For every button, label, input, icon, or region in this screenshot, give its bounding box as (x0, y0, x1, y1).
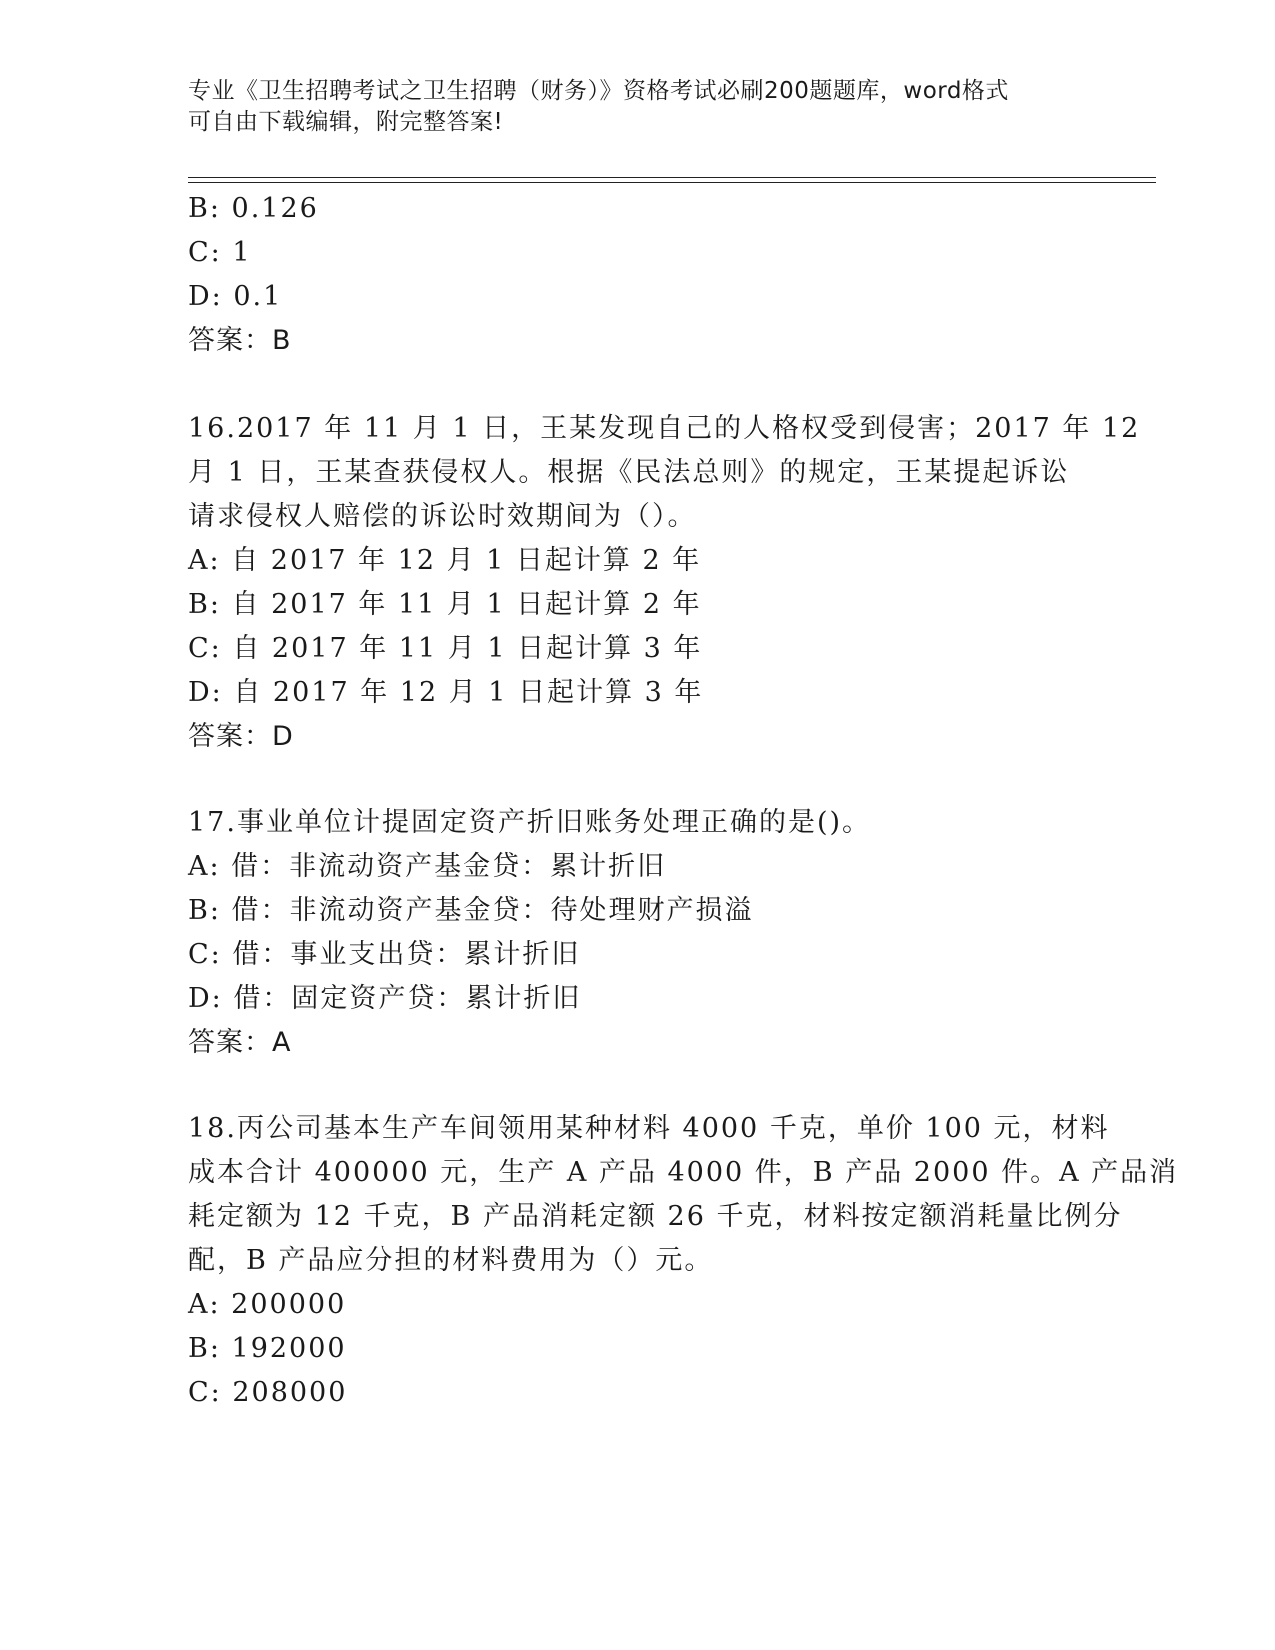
header-line-2: 可自由下载编辑，附完整答案! (188, 109, 504, 135)
q15-answer: 答案：B (188, 325, 292, 356)
q16-stem-line-1: 16.2017 年 11 月 1 日，王某发现自己的人格权受到侵害；2017 年 12 (188, 413, 1141, 444)
q17-option-d: D: 借：固定资产贷：累计折旧 (188, 983, 582, 1014)
header-divider-top (188, 177, 1156, 178)
q15-option-c: C: 1 (188, 237, 252, 268)
q17-stem: 17.事业单位计提固定资产折旧账务处理正确的是()。 (188, 807, 872, 838)
document-header (188, 76, 1088, 138)
q15-option-d: D: 0.1 (188, 281, 283, 312)
q16-stem-line-2: 月 1 日，王某查获侵权人。根据《民法总则》的规定，王某提起诉讼 (188, 457, 1070, 488)
q16-option-d: D: 自 2017 年 12 月 1 日起计算 3 年 (188, 677, 704, 708)
q15-option-b: B: 0.126 (188, 193, 319, 224)
q16-answer: 答案：D (188, 721, 294, 752)
q17-option-a: A: 借：非流动资产基金贷：累计折旧 (188, 851, 667, 882)
q16-option-c: C: 自 2017 年 11 月 1 日起计算 3 年 (188, 633, 703, 664)
header-line-1: 专业《卫生招聘考试之卫生招聘（财务）》资格考试必刷200题题库，word格式 (188, 78, 1009, 104)
q17-option-b: B: 借：非流动资产基金贷：待处理财产损溢 (188, 895, 754, 926)
q18-stem-line-2: 成本合计 400000 元，生产 A 产品 4000 件，B 产品 2000 件。A 产品消 (188, 1157, 1179, 1188)
q18-stem-line-4: 配，B 产品应分担的材料费用为（）元。 (188, 1245, 714, 1276)
q18-option-c: C: 208000 (188, 1377, 348, 1408)
q18-stem-line-1: 18.丙公司基本生产车间领用某种材料 4000 千克，单价 100 元，材料 (188, 1113, 1110, 1144)
q16-stem-line-3: 请求侵权人赔偿的诉讼时效期间为（）。 (188, 501, 697, 532)
q16-option-a: A: 自 2017 年 12 月 1 日起计算 2 年 (188, 545, 702, 576)
q17-option-c: C: 借：事业支出贷：累计折旧 (188, 939, 581, 970)
q18-option-b: B: 192000 (188, 1333, 347, 1364)
q18-stem-line-3: 耗定额为 12 千克，B 产品消耗定额 26 千克，材料按定额消耗量比例分 (188, 1201, 1123, 1232)
q16-option-b: B: 自 2017 年 11 月 1 日起计算 2 年 (188, 589, 702, 620)
q17-answer: 答案：A (188, 1027, 292, 1058)
q18-option-a: A: 200000 (188, 1289, 347, 1320)
header-divider-bottom (188, 182, 1156, 183)
